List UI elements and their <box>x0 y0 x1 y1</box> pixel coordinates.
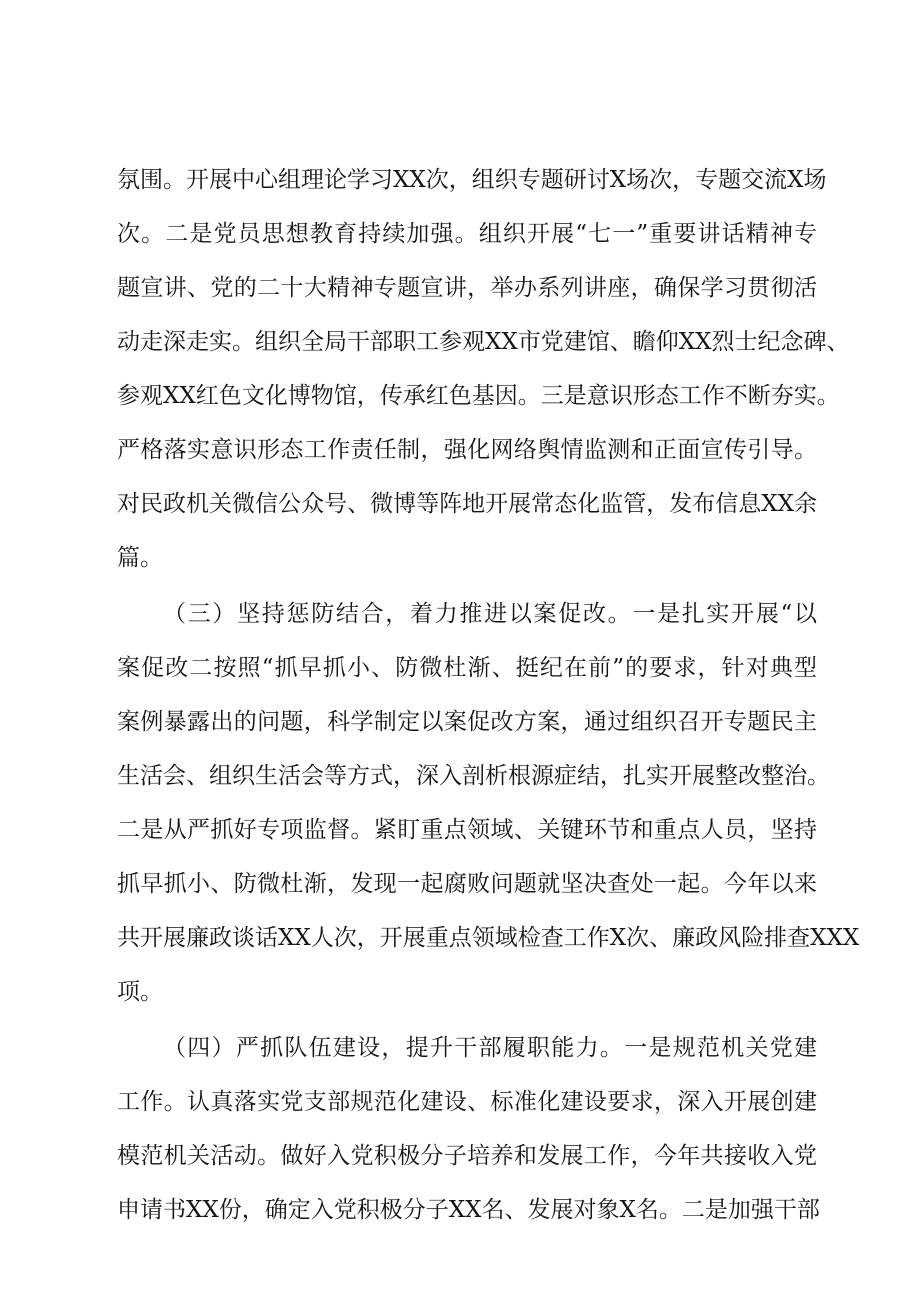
paragraph-line: 严格落实意识形态工作责任制，强化网络舆情监测和正面宣传引导。 <box>117 437 817 463</box>
paragraph-line: 案促改二按照“抓早抓小、防微杜渐、挺纪在前”的要求，针对典型 <box>117 655 817 681</box>
paragraph-line: 篇。 <box>117 545 163 571</box>
paragraph-line: 模范机关活动。做好入党积极分子培养和发展工作，今年共接收入党 <box>117 1143 817 1169</box>
paragraph-line: 生活会、组织生活会等方式，深入剖析根源症结，扎实开展整改整治。 <box>117 763 830 789</box>
paragraph-line: 动走深走实。组织全局干部职工参观XX市党建馆、瞻仰XX烈士纪念碑、 <box>117 329 850 355</box>
paragraph-line: 对民政机关微信公众号、微博等阵地开展常态化监管，发布信息XX余 <box>117 491 817 517</box>
paragraph-line: 共开展廉政谈话XX人次，开展重点领域检查工作X次、廉政风险排查XXX <box>117 925 860 951</box>
paragraph-line: 申请书XX份，确定入党积极分子XX名、发展对象X名。二是加强干部 <box>117 1197 820 1223</box>
paragraph-line: 氛围。开展中心组理论学习XX次，组织专题研讨X场次，专题交流X场 <box>117 167 827 193</box>
paragraph-line: 二是从严抓好专项监督。紧盯重点领域、关键环节和重点人员，坚持 <box>117 817 817 843</box>
paragraph-line: 项。 <box>117 979 163 1005</box>
paragraph-line: 抓早抓小、防微杜渐，发现一起腐败问题就坚决查处一起。今年以来 <box>117 871 817 897</box>
paragraph-line: 题宣讲、党的二十大精神专题宣讲，举办系列讲座，确保学习贯彻活 <box>117 275 817 301</box>
paragraph-line: 工作。认真落实党支部规范化建设、标准化建设要求，深入开展创建 <box>117 1089 817 1115</box>
section-heading-line: （四）严抓队伍建设，提升干部履职能力。一是规范机关党建 <box>163 1035 817 1061</box>
section-heading-line: （三）坚持惩防结合，着力推进以案促改。一是扎实开展“以 <box>163 601 817 627</box>
paragraph-line: 参观XX红色文化博物馆，传承红色基因。三是意识形态工作不断夯实。 <box>117 383 840 409</box>
paragraph-line: 次。二是党员思想教育持续加强。组织开展“七一”重要讲话精神专 <box>117 221 817 247</box>
paragraph-line: 案例暴露出的问题，科学制定以案促改方案，通过组织召开专题民主 <box>117 709 817 735</box>
